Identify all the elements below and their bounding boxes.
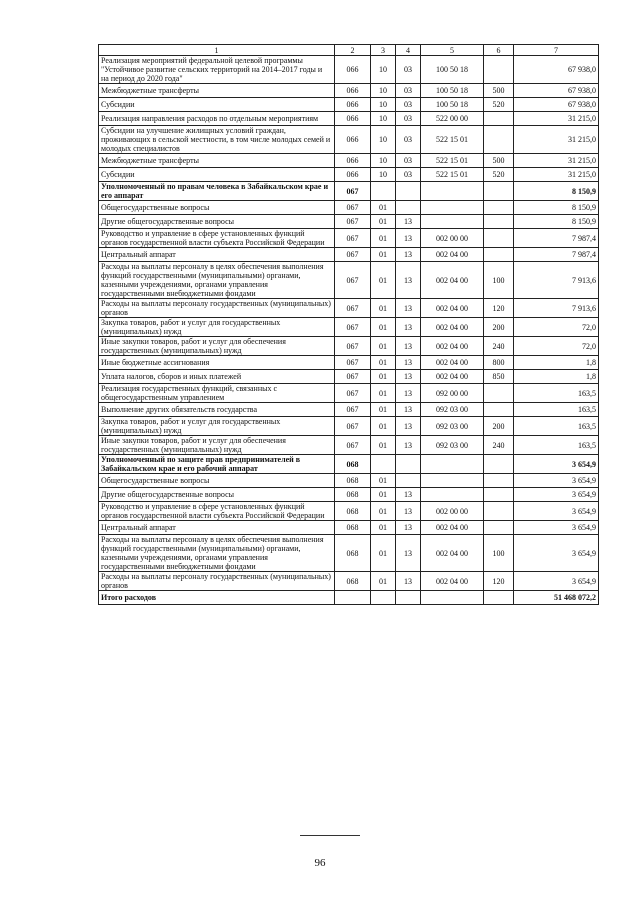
cell-admin: 067: [335, 201, 371, 215]
cell-target: [421, 488, 484, 502]
cell-section: [371, 182, 396, 201]
cell-target: [421, 474, 484, 488]
cell-target: 092 00 00: [421, 384, 484, 403]
page-number: 96: [314, 857, 326, 869]
cell-admin: 066: [335, 56, 371, 84]
cell-type: 800: [484, 356, 514, 370]
cell-subsection: 13: [396, 417, 421, 436]
cell-type: 200: [484, 417, 514, 436]
cell-name: Закупка товаров, работ и услуг для государственных (муниципальных) нужд: [99, 318, 335, 337]
cell-target: 002 04 00: [421, 572, 484, 591]
cell-name: Руководство и управление в сфере установленных функций органов государственной власти субъекта Российской Федерации: [99, 502, 335, 521]
table-row: [99, 98, 599, 112]
cell-amount: 163,5: [514, 436, 599, 455]
cell-name: Реализация направления расходов по отдельным мероприятиям: [99, 112, 335, 126]
table-row: [99, 126, 599, 154]
cell-target: 522 15 01: [421, 154, 484, 168]
cell-name: Другие общегосударственные вопросы: [99, 215, 335, 229]
cell-name: Расходы на выплаты персоналу в целях обеспечения выполнения функций государственными (муниципальными) органами, казенными учреждениями, органами управления государственными внебюджетными фондами: [99, 262, 335, 299]
cell-subsection: 13: [396, 337, 421, 356]
cell-name: Уполномоченный по защите прав предпринимателей в Забайкальском крае и его рабочий аппарат: [99, 455, 335, 474]
cell-section: 10: [371, 112, 396, 126]
cell-target: 002 04 00: [421, 262, 484, 299]
table-row: [99, 248, 599, 262]
header-cell-1: 1: [99, 45, 335, 56]
cell-amount: 163,5: [514, 403, 599, 417]
cell-admin: [335, 591, 371, 605]
cell-target: 002 04 00: [421, 356, 484, 370]
cell-amount: 1,8: [514, 356, 599, 370]
cell-amount: 7 913,6: [514, 299, 599, 318]
cell-subsection: [396, 201, 421, 215]
cell-admin: 068: [335, 535, 371, 572]
cell-subsection: 13: [396, 299, 421, 318]
cell-amount: 8 150,9: [514, 182, 599, 201]
table-row: [99, 370, 599, 384]
cell-admin: 068: [335, 572, 371, 591]
cell-admin: 067: [335, 417, 371, 436]
cell-target: 100 50 18: [421, 98, 484, 112]
table-row: [99, 262, 599, 299]
cell-section: 01: [371, 229, 396, 248]
header-cell-4: 4: [396, 45, 421, 56]
cell-target: 522 15 01: [421, 126, 484, 154]
cell-type: [484, 201, 514, 215]
header-cell-7: 7: [514, 45, 599, 56]
table-row: [99, 201, 599, 215]
table-row: [99, 403, 599, 417]
cell-type: [484, 591, 514, 605]
cell-subsection: [396, 455, 421, 474]
cell-type: [484, 182, 514, 201]
table-row: [99, 56, 599, 84]
cell-amount: 3 654,9: [514, 488, 599, 502]
cell-section: 10: [371, 154, 396, 168]
cell-subsection: 13: [396, 356, 421, 370]
cell-subsection: [396, 474, 421, 488]
cell-name: Субсидии: [99, 98, 335, 112]
cell-admin: 067: [335, 299, 371, 318]
cell-admin: 066: [335, 154, 371, 168]
cell-target: 002 04 00: [421, 299, 484, 318]
cell-type: 240: [484, 436, 514, 455]
cell-subsection: 13: [396, 535, 421, 572]
table-row: [99, 182, 599, 201]
cell-section: [371, 455, 396, 474]
cell-type: 520: [484, 168, 514, 182]
header-cell-5: 5: [421, 45, 484, 56]
cell-section: 10: [371, 126, 396, 154]
cell-admin: 066: [335, 168, 371, 182]
cell-section: 01: [371, 337, 396, 356]
cell-type: 120: [484, 572, 514, 591]
cell-subsection: 03: [396, 98, 421, 112]
cell-type: [484, 403, 514, 417]
cell-amount: 3 654,9: [514, 535, 599, 572]
cell-section: 01: [371, 201, 396, 215]
cell-subsection: 03: [396, 154, 421, 168]
cell-subsection: 13: [396, 488, 421, 502]
cell-target: 522 00 00: [421, 112, 484, 126]
cell-amount: 67 938,0: [514, 98, 599, 112]
cell-target: 092 03 00: [421, 403, 484, 417]
cell-amount: 51 468 072,2: [514, 591, 599, 605]
cell-section: 01: [371, 474, 396, 488]
cell-section: 01: [371, 417, 396, 436]
cell-admin: 068: [335, 502, 371, 521]
cell-admin: 067: [335, 370, 371, 384]
cell-name: Руководство и управление в сфере установленных функций органов государственной власти субъекта Российской Федерации: [99, 229, 335, 248]
cell-target: 002 00 00: [421, 502, 484, 521]
cell-target: 100 50 18: [421, 56, 484, 84]
table-row: [99, 521, 599, 535]
cell-subsection: 13: [396, 318, 421, 337]
cell-name: Расходы на выплаты персоналу в целях обеспечения выполнения функций государственными (муниципальными) органами, казенными учреждениями, органами управления государственными внебюджетными фондами: [99, 535, 335, 572]
cell-amount: 31 215,0: [514, 154, 599, 168]
cell-admin: 066: [335, 112, 371, 126]
cell-subsection: 13: [396, 248, 421, 262]
cell-name: Общегосударственные вопросы: [99, 201, 335, 215]
cell-section: 01: [371, 403, 396, 417]
cell-target: 522 15 01: [421, 168, 484, 182]
cell-section: 01: [371, 299, 396, 318]
cell-type: 500: [484, 154, 514, 168]
cell-admin: 068: [335, 474, 371, 488]
cell-admin: 067: [335, 248, 371, 262]
cell-subsection: 13: [396, 436, 421, 455]
cell-amount: 163,5: [514, 417, 599, 436]
cell-subsection: 13: [396, 403, 421, 417]
cell-section: 01: [371, 384, 396, 403]
table-row: [99, 154, 599, 168]
cell-admin: 067: [335, 182, 371, 201]
cell-amount: 31 215,0: [514, 168, 599, 182]
cell-type: [484, 521, 514, 535]
cell-target: [421, 591, 484, 605]
table-row: [99, 84, 599, 98]
table-row: [99, 474, 599, 488]
cell-amount: 3 654,9: [514, 572, 599, 591]
cell-subsection: [396, 182, 421, 201]
table-row: [99, 535, 599, 572]
cell-type: 240: [484, 337, 514, 356]
cell-type: [484, 229, 514, 248]
cell-amount: 7 913,6: [514, 262, 599, 299]
cell-subsection: 13: [396, 572, 421, 591]
cell-type: [484, 384, 514, 403]
cell-section: 01: [371, 488, 396, 502]
cell-type: 850: [484, 370, 514, 384]
cell-name: Итого расходов: [99, 591, 335, 605]
cell-name: Уплата налогов, сборов и иных платежей: [99, 370, 335, 384]
cell-target: 002 04 00: [421, 370, 484, 384]
cell-admin: 066: [335, 126, 371, 154]
cell-name: Субсидии: [99, 168, 335, 182]
table-row: [99, 215, 599, 229]
cell-admin: 067: [335, 384, 371, 403]
cell-section: 01: [371, 356, 396, 370]
cell-target: 092 03 00: [421, 417, 484, 436]
cell-amount: 3 654,9: [514, 455, 599, 474]
cell-name: Центральный аппарат: [99, 521, 335, 535]
total-row: [99, 591, 599, 605]
cell-name: Расходы на выплаты персоналу государственных (муниципальных) органов: [99, 299, 335, 318]
cell-section: 01: [371, 370, 396, 384]
cell-section: 10: [371, 84, 396, 98]
cell-amount: 8 150,9: [514, 201, 599, 215]
table-row: [99, 488, 599, 502]
cell-admin: 067: [335, 215, 371, 229]
cell-type: [484, 215, 514, 229]
cell-amount: 7 987,4: [514, 248, 599, 262]
table-row: [99, 337, 599, 356]
cell-name: Центральный аппарат: [99, 248, 335, 262]
cell-section: 01: [371, 318, 396, 337]
cell-name: Расходы на выплаты персоналу государственных (муниципальных) органов: [99, 572, 335, 591]
table-row: [99, 229, 599, 248]
cell-type: 100: [484, 535, 514, 572]
cell-admin: 067: [335, 337, 371, 356]
cell-subsection: 03: [396, 126, 421, 154]
table-row: [99, 168, 599, 182]
cell-name: Реализация мероприятий федеральной целевой программы "Устойчивое развитие сельских территорий на 2014–2017 годы и на период до 2020 года": [99, 56, 335, 84]
table-row: [99, 384, 599, 403]
cell-admin: 067: [335, 262, 371, 299]
cell-section: 10: [371, 56, 396, 84]
cell-type: [484, 126, 514, 154]
cell-section: 01: [371, 248, 396, 262]
cell-name: Иные закупки товаров, работ и услуг для обеспечения государственных (муниципальных) нужд: [99, 436, 335, 455]
cell-section: 10: [371, 168, 396, 182]
budget-table: [98, 44, 599, 605]
cell-section: 10: [371, 98, 396, 112]
cell-amount: 72,0: [514, 337, 599, 356]
header-cell-2: 2: [335, 45, 371, 56]
cell-name: Общегосударственные вопросы: [99, 474, 335, 488]
table-row: [99, 455, 599, 474]
header-row: [99, 45, 599, 56]
cell-admin: 067: [335, 318, 371, 337]
cell-name: Другие общегосударственные вопросы: [99, 488, 335, 502]
cell-amount: 8 150,9: [514, 215, 599, 229]
cell-admin: 066: [335, 98, 371, 112]
table-row: [99, 436, 599, 455]
cell-type: [484, 248, 514, 262]
cell-target: 002 04 00: [421, 318, 484, 337]
cell-type: 100: [484, 262, 514, 299]
cell-section: 01: [371, 535, 396, 572]
cell-amount: 67 938,0: [514, 56, 599, 84]
table-row: [99, 417, 599, 436]
cell-target: [421, 215, 484, 229]
cell-amount: 3 654,9: [514, 502, 599, 521]
cell-target: 092 03 00: [421, 436, 484, 455]
header-cell-3: 3: [371, 45, 396, 56]
cell-type: 200: [484, 318, 514, 337]
cell-admin: 068: [335, 455, 371, 474]
cell-type: [484, 474, 514, 488]
cell-amount: 7 987,4: [514, 229, 599, 248]
cell-type: 520: [484, 98, 514, 112]
cell-name: Выполнение других обязательств государства: [99, 403, 335, 417]
cell-target: 002 04 00: [421, 521, 484, 535]
cell-amount: 1,8: [514, 370, 599, 384]
cell-subsection: 13: [396, 370, 421, 384]
cell-type: [484, 488, 514, 502]
cell-section: 01: [371, 215, 396, 229]
cell-section: [371, 591, 396, 605]
cell-name: Субсидии на улучшение жилищных условий граждан, проживающих в сельской местности, в том числе молодых семей и молодых специалистов: [99, 126, 335, 154]
cell-admin: 068: [335, 521, 371, 535]
cell-subsection: 13: [396, 262, 421, 299]
cell-target: 002 04 00: [421, 535, 484, 572]
cell-name: Закупка товаров, работ и услуг для государственных (муниципальных) нужд: [99, 417, 335, 436]
cell-amount: 31 215,0: [514, 126, 599, 154]
cell-subsection: [396, 591, 421, 605]
cell-target: 100 50 18: [421, 84, 484, 98]
cell-subsection: 03: [396, 56, 421, 84]
cell-name: Иные бюджетные ассигнования: [99, 356, 335, 370]
cell-section: 01: [371, 436, 396, 455]
cell-target: 002 04 00: [421, 337, 484, 356]
cell-name: Уполномоченный по правам человека в Забайкальском крае и его аппарат: [99, 182, 335, 201]
table-row: [99, 318, 599, 337]
cell-section: 01: [371, 572, 396, 591]
cell-type: [484, 502, 514, 521]
cell-name: Межбюджетные трансферты: [99, 154, 335, 168]
cell-subsection: 13: [396, 215, 421, 229]
table-row: [99, 572, 599, 591]
cell-admin: 067: [335, 229, 371, 248]
cell-admin: 067: [335, 356, 371, 370]
cell-target: 002 00 00: [421, 229, 484, 248]
header-cell-6: 6: [484, 45, 514, 56]
table-row: [99, 112, 599, 126]
footer-divider: [300, 835, 360, 836]
cell-name: Иные закупки товаров, работ и услуг для обеспечения государственных (муниципальных) нужд: [99, 337, 335, 356]
table-row: [99, 356, 599, 370]
cell-subsection: 13: [396, 521, 421, 535]
table-row: [99, 502, 599, 521]
cell-target: [421, 455, 484, 474]
cell-admin: 066: [335, 84, 371, 98]
cell-type: 500: [484, 84, 514, 98]
cell-amount: 3 654,9: [514, 474, 599, 488]
cell-subsection: 03: [396, 168, 421, 182]
cell-admin: 067: [335, 403, 371, 417]
cell-admin: 067: [335, 436, 371, 455]
cell-subsection: 13: [396, 384, 421, 403]
cell-target: [421, 182, 484, 201]
cell-subsection: 03: [396, 112, 421, 126]
cell-section: 01: [371, 521, 396, 535]
cell-type: [484, 455, 514, 474]
cell-subsection: 13: [396, 229, 421, 248]
cell-amount: 163,5: [514, 384, 599, 403]
cell-type: 120: [484, 299, 514, 318]
cell-target: [421, 201, 484, 215]
cell-amount: 3 654,9: [514, 521, 599, 535]
cell-name: Межбюджетные трансферты: [99, 84, 335, 98]
cell-section: 01: [371, 502, 396, 521]
cell-admin: 068: [335, 488, 371, 502]
cell-target: 002 04 00: [421, 248, 484, 262]
cell-subsection: 03: [396, 84, 421, 98]
cell-subsection: 13: [396, 502, 421, 521]
cell-amount: 31 215,0: [514, 112, 599, 126]
cell-section: 01: [371, 262, 396, 299]
table-row: [99, 299, 599, 318]
cell-type: [484, 112, 514, 126]
cell-amount: 67 938,0: [514, 84, 599, 98]
cell-type: [484, 56, 514, 84]
cell-name: Реализация государственных функций, связанных с общегосударственным управлением: [99, 384, 335, 403]
cell-amount: 72,0: [514, 318, 599, 337]
